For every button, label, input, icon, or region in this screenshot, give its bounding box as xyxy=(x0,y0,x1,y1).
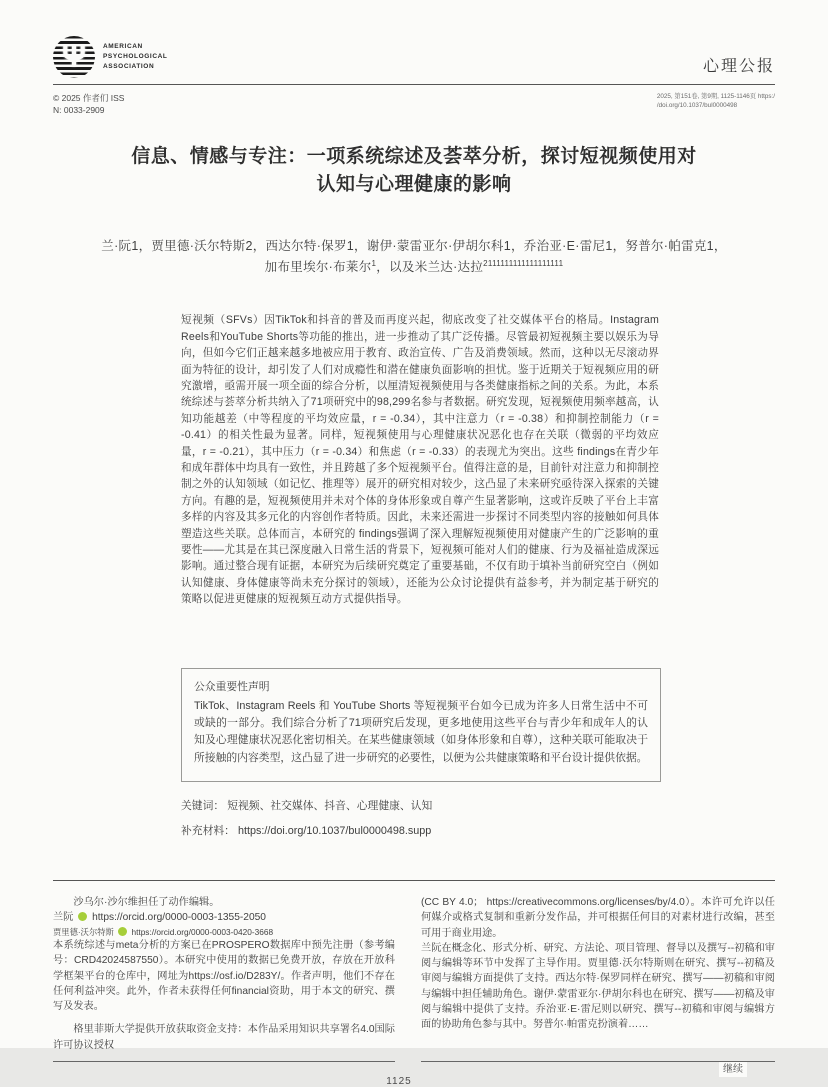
journal-name: 心理公报 xyxy=(702,58,775,75)
authors-line2-mid: ，以及米兰达·达拉 xyxy=(376,260,484,275)
copyright-line2: N: 0033-2909 xyxy=(53,105,105,116)
copyright-issn xyxy=(53,92,124,117)
footnote-divider xyxy=(53,880,775,881)
registration-note: 本系统综述与meta分析的方案已在PROSPERO数据库中预先注册（参考编号：CRD42024587550）。本研究中使用的数据已免费开放，存放在开放科学框架平台的仓库中，网址为https://osf.io/D283Y/。作者声明，他们不存在任何利益冲突。此外，作者未获得任何financial资助，用于本文的研究、撰写及发表。 xyxy=(53,939,395,1013)
footnote-column-right xyxy=(421,895,775,1076)
article-title xyxy=(53,143,775,200)
orcid-icon xyxy=(118,927,127,936)
orcid1-url-link[interactable]: https://orcid.org/0000-0003-1355-2050 xyxy=(92,912,266,924)
orcid2-name: 贾里德·沃尔特斯 xyxy=(53,926,114,937)
psi-glyph: Ψ xyxy=(61,40,87,73)
apa-org-line3: ASSOCIATION xyxy=(103,62,155,70)
author-affiliation-sup2: 2111111111111111111 xyxy=(483,258,564,268)
apa-org-line2: PSYCHOLOGICAL xyxy=(103,53,168,61)
apa-logo-block xyxy=(53,36,168,78)
supplemental-line xyxy=(181,823,659,838)
public-significance-box xyxy=(181,668,661,782)
apa-org-line1: AMERICAN xyxy=(103,43,143,51)
orcid-line-author1 xyxy=(53,910,395,925)
license-note: (CC BY 4.0； https://creativecommons.org/licenses/by/4.0）。本许可允许以任何媒介或格式复制和重新分发作品，并可根据任何目的对素材进行改编，甚至可用于商业用途。 xyxy=(421,896,775,939)
page-number: 1125 xyxy=(386,1076,412,1087)
page-header xyxy=(53,0,775,85)
footnote-section xyxy=(53,895,775,1076)
continued-label: 继续 xyxy=(719,1062,747,1077)
orcid2-url-link[interactable]: https://orcid.org/0000-0003-0420-3668 xyxy=(131,926,274,937)
citation-line1: 2025, 第151卷, 第9期, 1125-1146页 https:/ xyxy=(656,93,775,100)
supplemental-url-link[interactable]: https://doi.org/10.1037/bul0000498.supp xyxy=(237,824,432,837)
funding-note: 格里菲斯大学提供开放获取资金支持：本作品采用知识共享署名4.0国际许可协议授权 xyxy=(53,1024,395,1051)
title-line2: 认知与心理健康的影响 xyxy=(316,174,512,196)
keywords-label: 关键词： xyxy=(181,799,225,812)
action-editor-note: 沙乌尔·沙尔维担任了动作编辑。 xyxy=(73,896,220,908)
citation-info xyxy=(657,92,775,117)
apa-psi-logo-icon xyxy=(53,36,95,78)
orcid-line-author2 xyxy=(53,926,395,938)
keywords-value: 短视频、社交媒体、抖音、心理健康、认知 xyxy=(227,799,433,812)
authors-line2-pre: 加布里埃尔·布莱尔 xyxy=(264,260,372,275)
authors-line1: 兰·阮1，贾里德·沃尔特斯2，西达尔特·保罗1，谢伊·蒙雷亚尔·伊胡尔科1，乔治亚·E·雷尼1，努普尔·帕雷克1， xyxy=(101,238,727,253)
significance-heading: 公众重要性声明 xyxy=(194,680,270,693)
meta-row xyxy=(53,92,775,117)
keywords-line xyxy=(181,798,659,813)
abstract-text: 短视频（SFVs）因TikTok和抖音的普及而再度兴起，彻底改变了社交媒体平台的格局。Instagram Reels和YouTube Shorts等功能的推出，进一步推动了其广泛传播。尽管最初短视频主要以娱乐为导向，但如今它们正越来越多地被应用于教育、政治宣传、广告及消费领域。然而，这种以无尽滚动界面为特征的设计，却引发了人们对成瘾性和潜在健康负面影响的担忧。鉴于近期关于短视频应用的研究激增，亟需开展一项全面的综合分析，以厘清短视频使用与各类健康指标之间的关系。为此，本系统综述与荟萃分析共纳入了71项研究中的98,299名参与者数据。研究发现，短视频使用频率越高，认知功能越差（中等程度的平均效应量，r = -0.34），其中注意力（r = -0.38）和抑制控制能力（r = -0.41）的相关性最为显著。同样，短视频使用与心理健康状况恶化也存在关联（微弱的平均效应量，r = -0.21），其中压力（r = -0.34）和焦虑（r = -0.33）的表现尤为突出。这些 findings在青少年和成年群体中均具有一致性，并且跨越了多个短视频平台。值得注意的是，目前针对注意力和抑制控制之外的认知领域（如记忆、推理等）展开的研究相对较少，这凸显了未来研究亟待深入探索的关键方向。有趣的是，短视频使用并未对个体的身体形象或自尊产生显著影响，这或许反映了平台上丰富多样的内容及其多元化的内容创作者特质。因此，未来还需进一步探讨不同类型内容的接触如何具体塑造这些关联。总体而言，本研究的 findings强调了深入理解短视频使用对健康产生的广泛影响的重要性——尤其是在其已深度融入日常生活的背景下，短视频可能对人们的健康、行为及福祉造成深远影响。通过整合现有证据，本研究为后续研究奠定了重要基础，不仅有助于填补当前研究空白（例如认知健康、身体健康等尚未充分探讨的领域），还能为公众讨论提供有益参考，并为制定基于研究的策略以促进更健康的短视频互动方式提供指导。 xyxy=(181,314,659,606)
apa-org-name xyxy=(103,42,168,71)
footnote-column-left xyxy=(53,895,395,1062)
copyright-line1: © 2025 作者们 ISS xyxy=(53,93,125,103)
author-contributions-note: 兰阮在概念化、形式分析、研究、方法论、项目管理、督导以及撰写--初稿和审阅与编辑等环节中发挥了主导作用。贾里德·沃尔特斯则在研究、撰写--初稿及审阅与编辑方面提供了支持。西达尔特·保罗同样在研究、撰写——初稿和审阅与编辑中担任辅助角色。谢伊·蒙雷亚尔·伊胡尔科也在研究、撰写——初稿及审阅与编辑中提供了支持。乔治亚·E·雷尼则以研究、撰写--初稿和审阅与编辑方面的协助角色参与其中。努普尔·帕雷克扮演着…… xyxy=(421,942,775,1031)
author-affiliation-sup: 1 xyxy=(371,258,377,268)
citation-line2: /doi.org/10.1037/bul0000498 xyxy=(656,102,738,110)
orcid1-name: 兰阮 xyxy=(53,912,74,924)
title-line1: 信息、情感与专注：一项系统综述及荟萃分析，探讨短视频使用对 xyxy=(131,145,697,167)
supplemental-label: 补充材料： xyxy=(181,824,235,837)
significance-body: TikTok、Instagram Reels 和 YouTube Shorts 等短视频平台如今已成为许多人日常生活中不可或缺的一部分。我们综合分析了71项研究后发现，更多地使用这些平台与青少年和成年人的认知及心理健康状况恶化密切相关。在某些健康领域（如身体形象和自尊），这种关联可能取决于所接触的内容类型，这凸显了进一步研究的必要性，以便为公共健康策略和平台设计提供依据。 xyxy=(194,699,648,764)
orcid-icon xyxy=(78,912,87,921)
author-byline xyxy=(53,236,775,279)
